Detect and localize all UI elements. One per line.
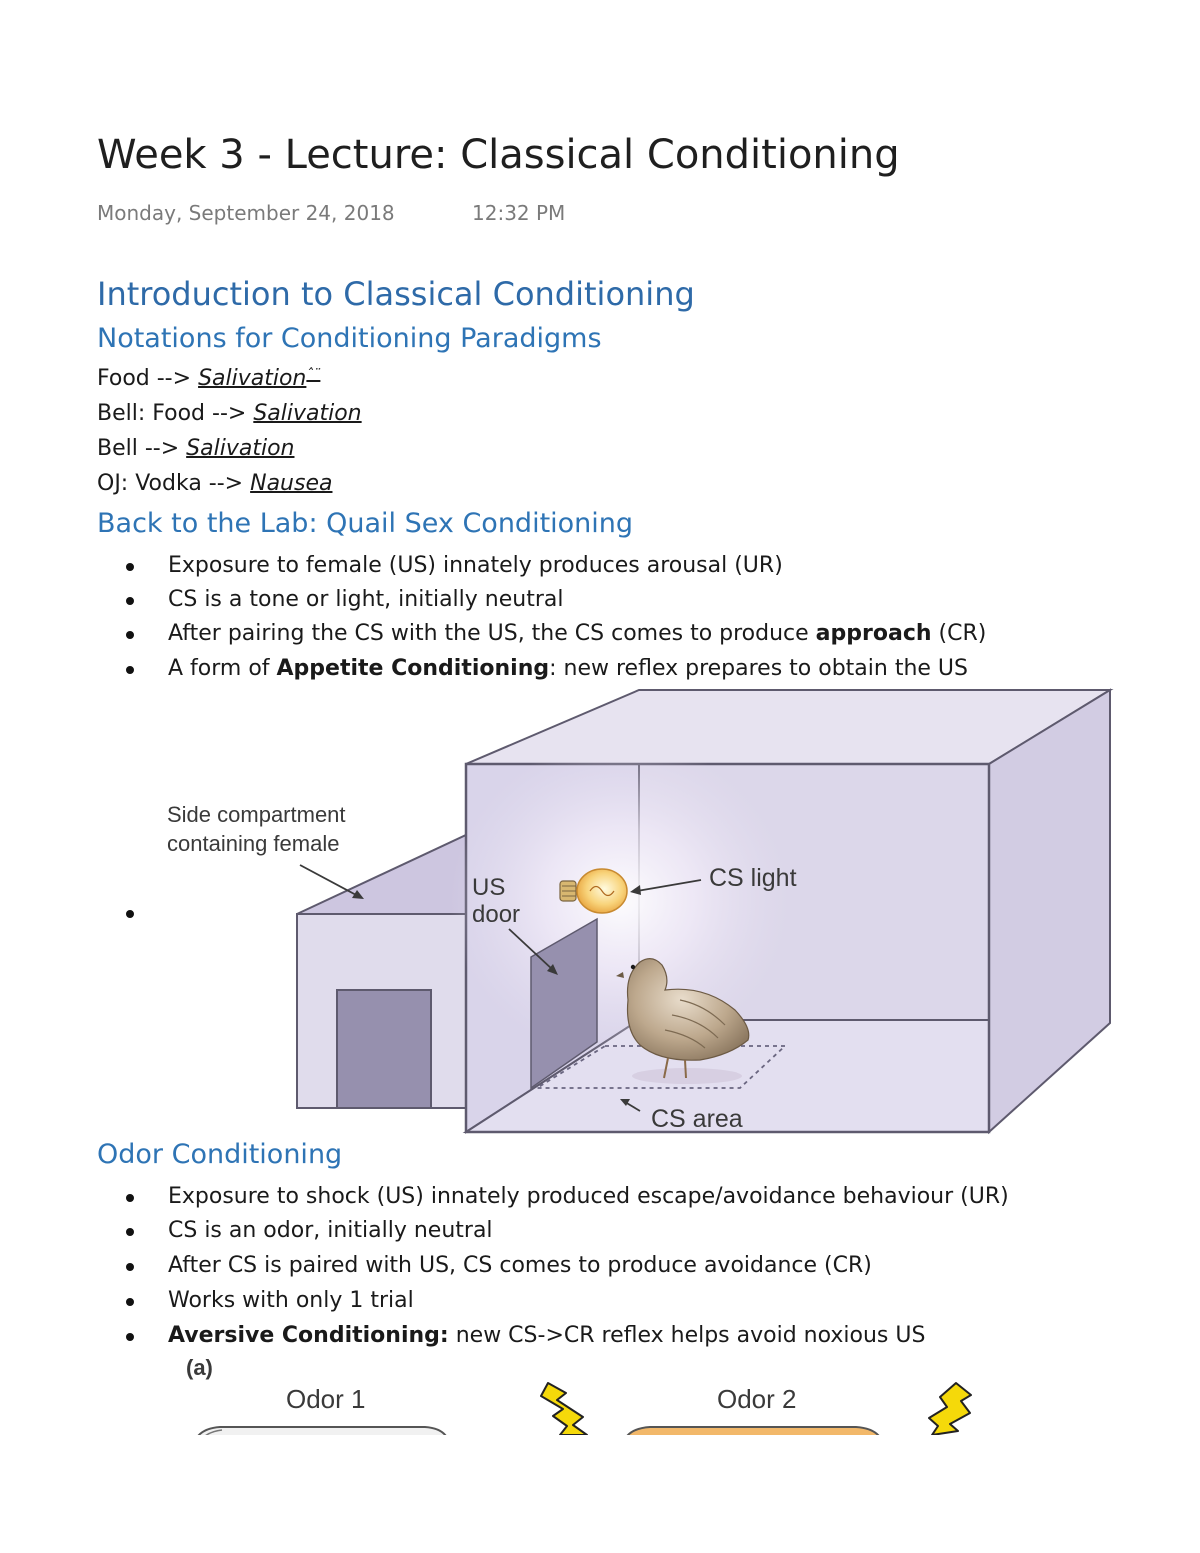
box-right-side <box>989 690 1110 1132</box>
bullet-dot <box>126 1263 134 1271</box>
bullet-dot <box>126 597 134 605</box>
odor-1-tube <box>198 1427 446 1435</box>
bullet-text: A form of Appetite Conditioning: new reflex prepares to obtain the US <box>168 656 968 681</box>
side-compartment-door <box>337 990 431 1108</box>
bullet-text: CS is a tone or light, initially neutral <box>168 587 564 612</box>
bullet-dot <box>126 563 134 571</box>
note-time: 12:32 PM <box>472 201 566 225</box>
side-compartment-label-2: containing female <box>167 831 340 856</box>
us-door-label-2: door <box>472 901 521 928</box>
cs-area-label: CS area <box>651 1105 743 1133</box>
cs-light-label: CS light <box>709 864 797 892</box>
notation-line-3 <box>97 436 294 461</box>
subheading-odor: Odor Conditioning <box>97 1139 343 1170</box>
shock-bolt-1-icon <box>541 1383 587 1435</box>
bullet-dot <box>126 631 134 639</box>
bullet-text: Works with only 1 trial <box>168 1288 414 1313</box>
bullet-text: CS is an odor, initially neutral <box>168 1218 493 1243</box>
bullet-text: After CS is paired with US, CS comes to produce avoidance (CR) <box>168 1253 872 1278</box>
notation-prefix: OJ: Vodka --> <box>97 471 251 496</box>
odor-2-tube <box>627 1427 879 1435</box>
subheading-notations: Notations for Conditioning Paradigms <box>97 323 602 354</box>
notation-line-2 <box>97 401 362 426</box>
shock-bolt-2-icon <box>929 1383 971 1435</box>
section-heading-intro: Introduction to Classical Conditioning <box>97 275 695 313</box>
notation-prefix: Food --> <box>97 366 199 391</box>
notation-line-4 <box>97 471 332 496</box>
odor-conditioning-figure <box>180 1352 1000 1435</box>
bullet-text: Exposure to female (US) innately produces arousal (UR) <box>168 553 783 578</box>
bullet-dot <box>126 1333 134 1341</box>
side-compartment-label-1: Side compartment <box>167 802 346 827</box>
bullet-dot <box>126 910 134 918</box>
panel-label: (a) <box>186 1355 213 1380</box>
bullet-text: Exposure to shock (US) innately produced escape/avoidance behaviour (UR) <box>168 1184 1009 1209</box>
notation-response: Salivation <box>198 366 307 391</box>
notation-suffix: ˆ¨ <box>306 367 321 383</box>
notation-line-1 <box>97 366 320 391</box>
bullet-dot <box>126 666 134 674</box>
notation-prefix: Bell: Food --> <box>97 401 254 426</box>
notation-response: Salivation <box>186 436 295 461</box>
notation-prefix: Bell --> <box>97 436 187 461</box>
bullet-dot <box>126 1298 134 1306</box>
page-title: Week 3 - Lecture: Classical Conditioning <box>97 132 900 178</box>
odor-1-label: Odor 1 <box>286 1384 366 1414</box>
notation-response: Salivation <box>253 401 362 426</box>
notation-response: Nausea <box>250 471 333 496</box>
bullet-text: After pairing the CS with the US, the CS comes to produce approach (CR) <box>168 621 987 646</box>
bullet-dot <box>126 1228 134 1236</box>
note-date: Monday, September 24, 2018 <box>97 201 395 225</box>
side-arrow <box>300 865 358 896</box>
bullet-text: Aversive Conditioning: new CS->CR reflex helps avoid noxious US <box>168 1323 926 1348</box>
quail-apparatus-figure <box>160 685 1120 1140</box>
odor-2-label: Odor 2 <box>717 1384 797 1414</box>
bullet-dot <box>126 1194 134 1202</box>
us-door-label-1: US <box>472 874 506 901</box>
subheading-quail: Back to the Lab: Quail Sex Conditioning <box>97 508 634 539</box>
